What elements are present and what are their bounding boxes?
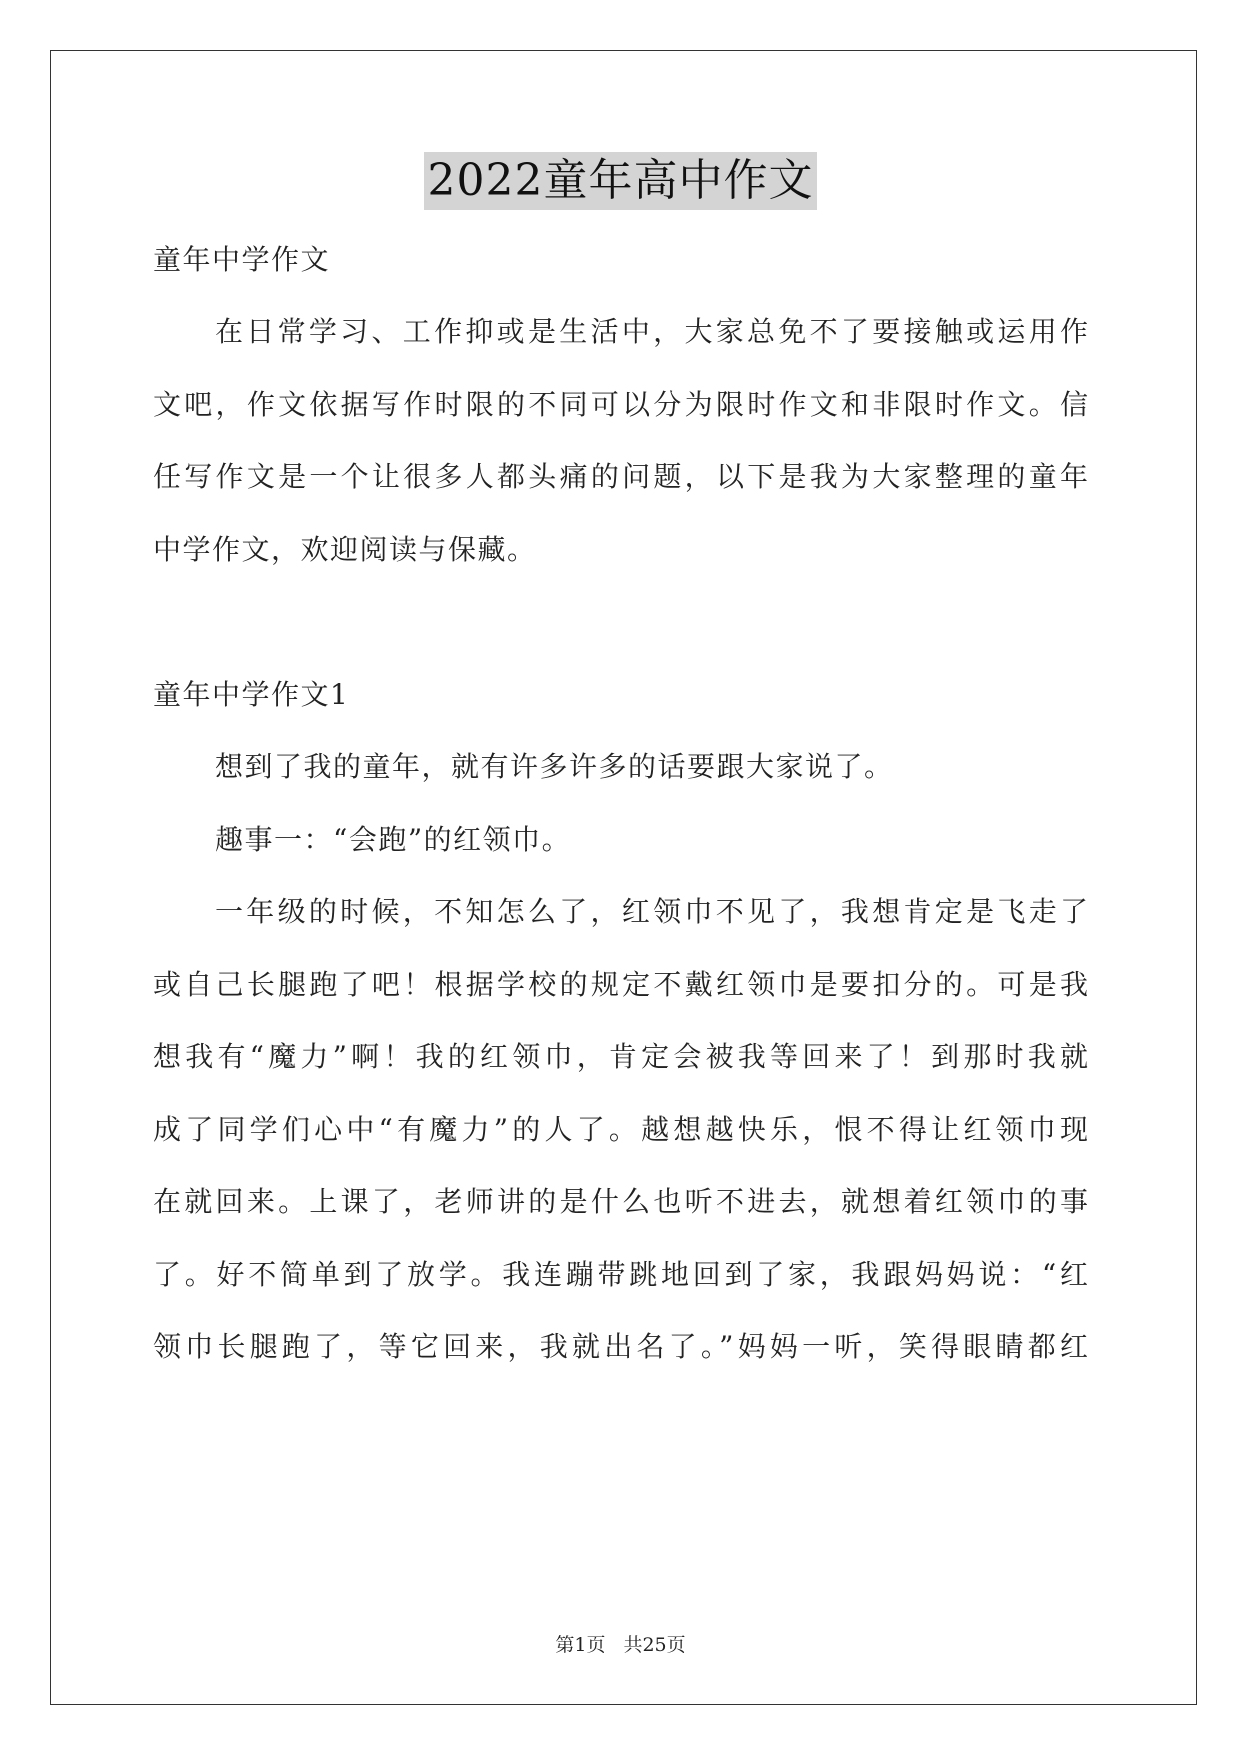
paragraph-line: 在日常学习、工作抑或是生活中，大家总免不了要接触或运用作 xyxy=(215,315,1088,348)
section-heading: 童年中学作文 xyxy=(153,243,331,276)
paragraph-line: 文吧，作文依据写作时限的不同可以分为限时作文和非限时作文。信 xyxy=(153,388,1088,421)
document-title: 2022童年高中作文 xyxy=(424,152,818,210)
paragraph-line: 或自己长腿跑了吧！根据学校的规定不戴红领巾是要扣分的。可是我 xyxy=(153,968,1088,1001)
paragraph-line: 在就回来。上课了，老师讲的是什么也听不进去，就想着红领巾的事 xyxy=(153,1185,1088,1218)
page-border xyxy=(50,50,1197,1705)
paragraph-line: 中学作文，欢迎阅读与保藏。 xyxy=(153,533,537,566)
page-total: 共25页 xyxy=(623,1634,686,1656)
paragraph-line: 了。好不简单到了放学。我连蹦带跳地回到了家，我跟妈妈说：“红 xyxy=(153,1258,1088,1291)
paragraph-line: 领巾长腿跑了，等它回来，我就出名了。”妈妈一听，笑得眼睛都红 xyxy=(153,1330,1088,1363)
title-wrap xyxy=(0,152,1241,210)
paragraph-line: 成了同学们心中“有魔力”的人了。越想越快乐，恨不得让红领巾现 xyxy=(153,1113,1088,1146)
page-footer xyxy=(0,1632,1241,1658)
paragraph-line: 想我有“魔力”啊！我的红领巾，肯定会被我等回来了！到那时我就 xyxy=(153,1040,1088,1073)
paragraph-line: 一年级的时候，不知怎么了，红领巾不见了，我想肯定是飞走了 xyxy=(215,895,1088,928)
paragraph-line: 任写作文是一个让很多人都头痛的问题，以下是我为大家整理的童年 xyxy=(153,460,1088,493)
page-number: 第1页 xyxy=(555,1634,606,1656)
paragraph-line: 想到了我的童年，就有许多许多的话要跟大家说了。 xyxy=(215,750,894,783)
section-heading: 童年中学作文1 xyxy=(153,678,350,711)
paragraph-line: 趣事一：“会跑”的红领巾。 xyxy=(215,823,572,856)
